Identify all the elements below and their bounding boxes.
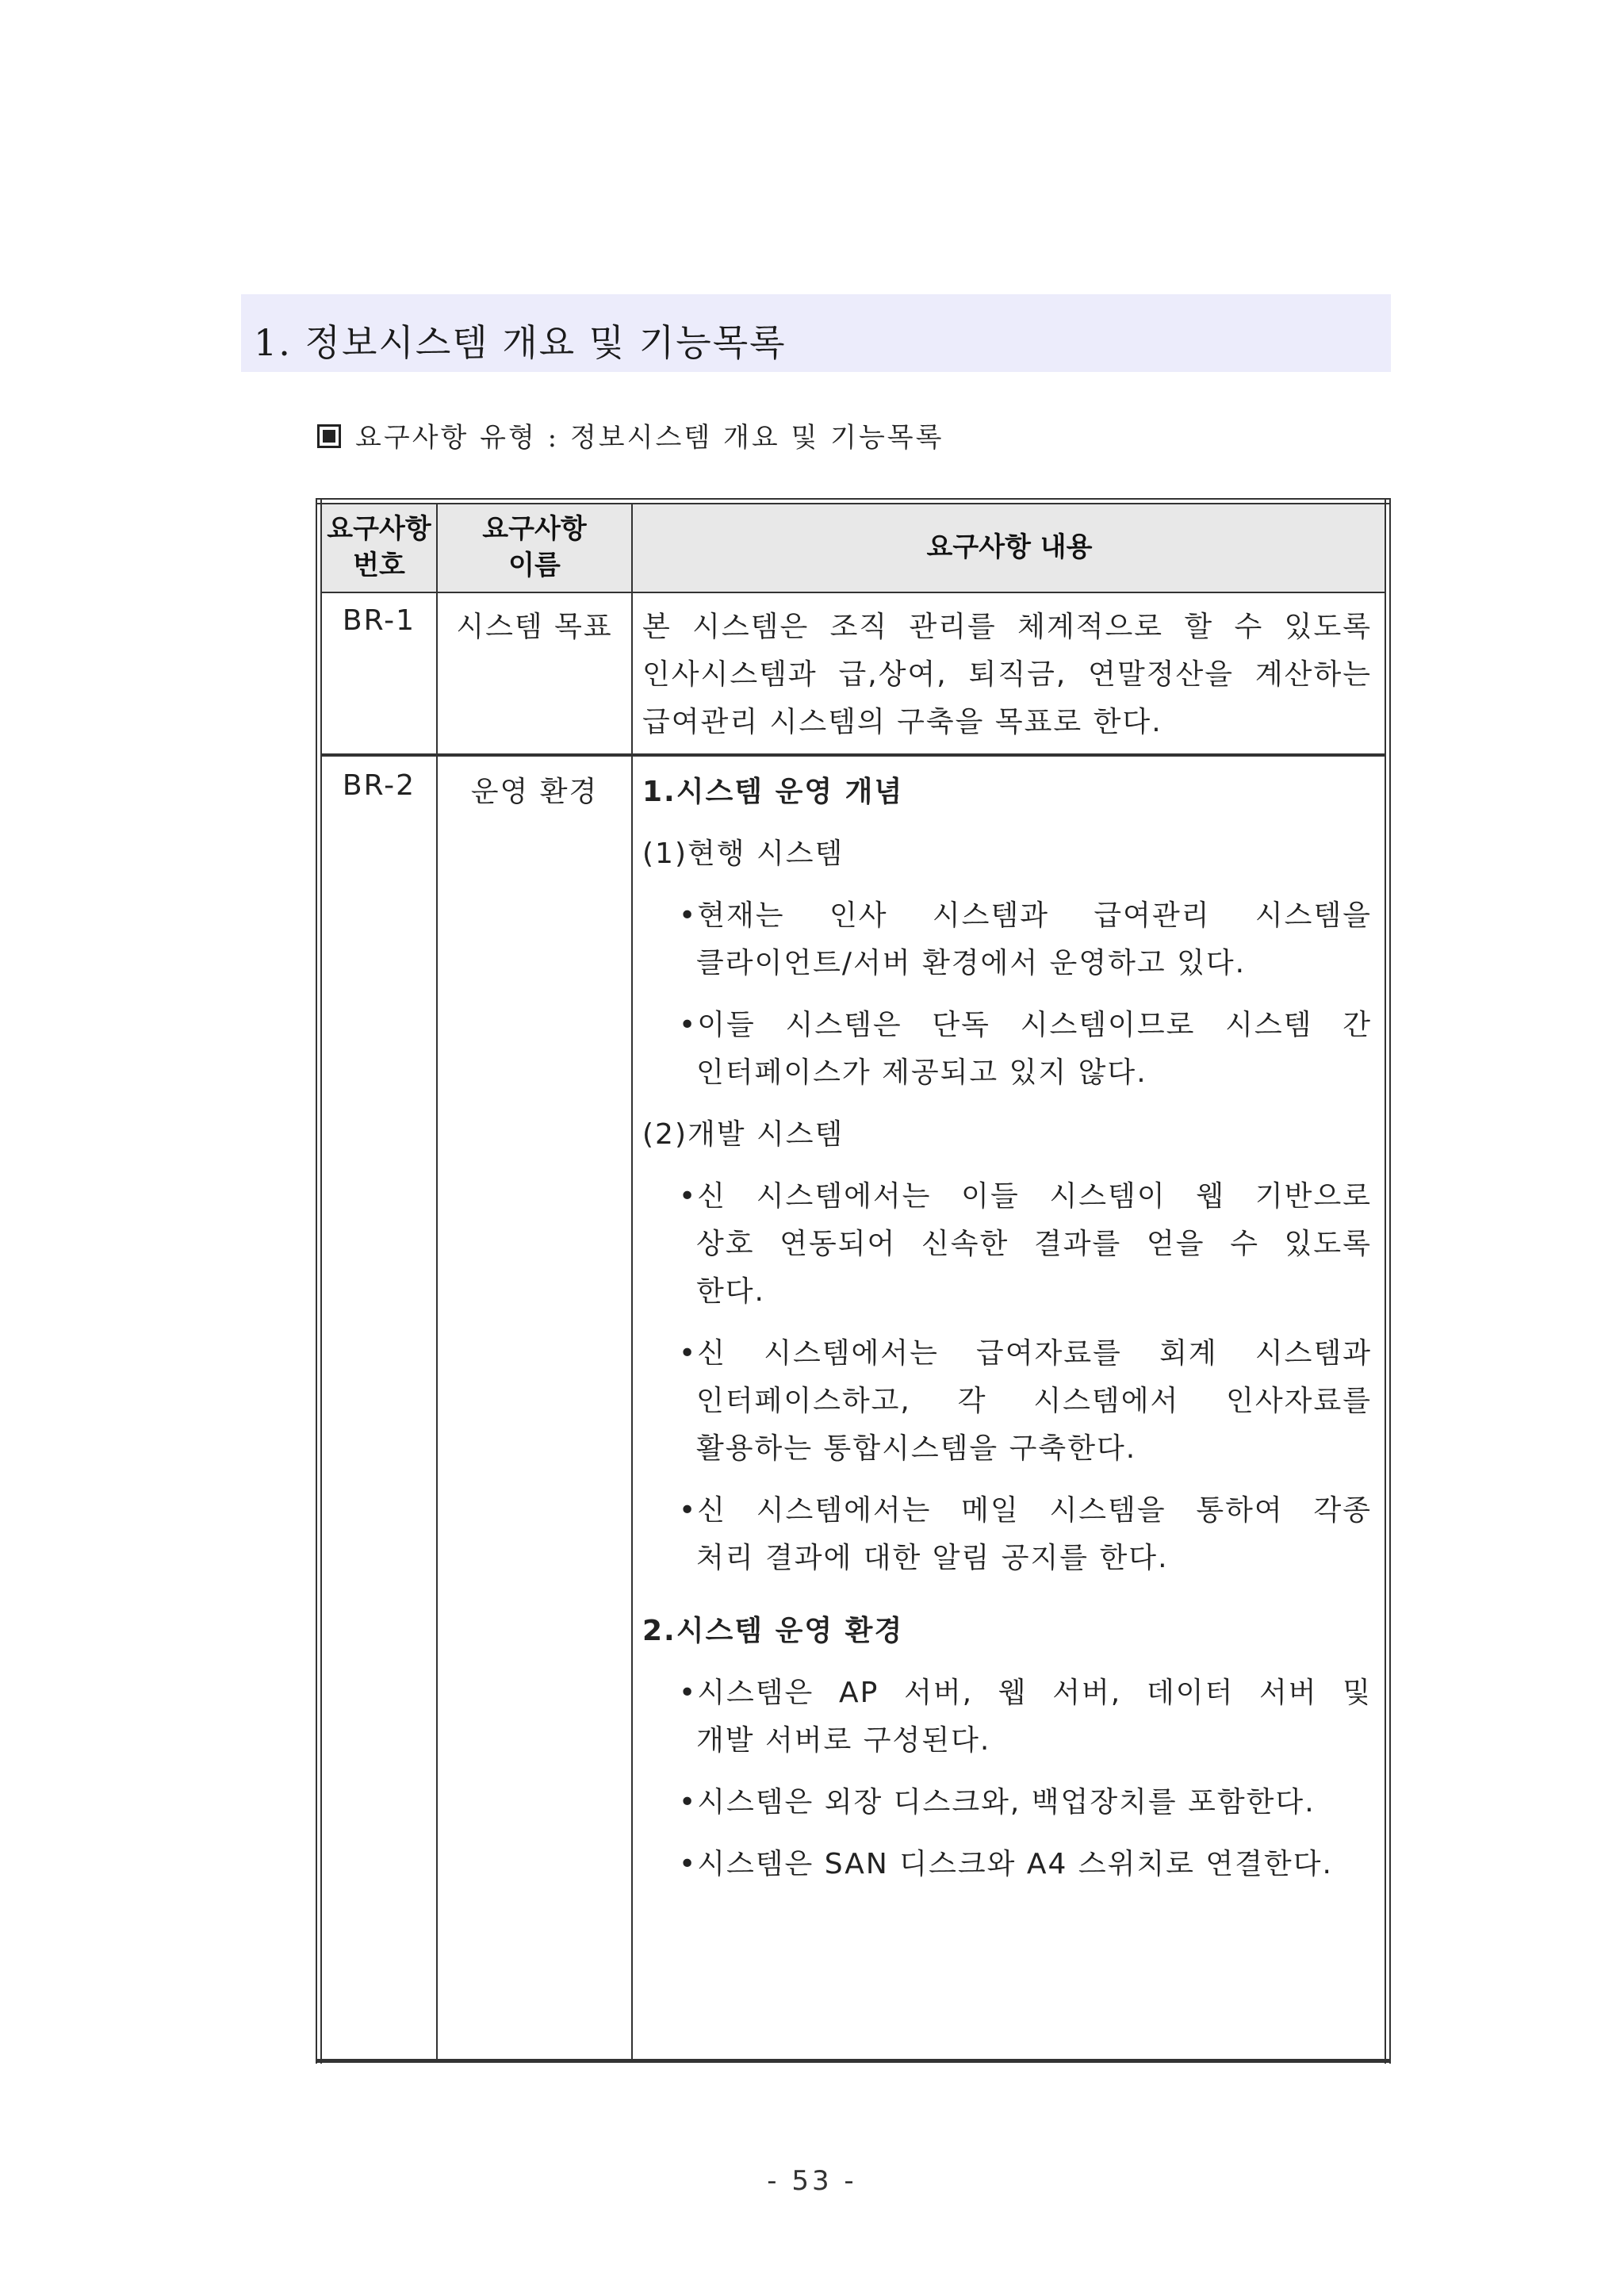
header-name-line2: 이름 (508, 550, 561, 581)
row2-bullet-cont: 상호 연동되어 신속한 결과를 얻을 수 있도록 (696, 1228, 1372, 1260)
header-requirement-id (322, 503, 436, 592)
header-content-label: 요구사항 내용 (926, 531, 1093, 563)
row2-subheading: (1)현행 시스템 (642, 838, 845, 870)
row1-name: 시스템 목표 (456, 611, 613, 643)
header-id-line2: 번호 (353, 550, 405, 581)
page-number: - 53 - (767, 2165, 857, 2197)
row1-line: 인사시스템과 급,상여, 퇴직금, 연말정산을 계산하는 (642, 658, 1372, 691)
row1-line: 본 시스템은 조직 관리를 체계적으로 할 수 있도록 (642, 611, 1372, 643)
row2-bullet: •이들 시스템은 단독 시스템이므로 시스템 간 (679, 1009, 1372, 1041)
table-border-left-inner (320, 498, 322, 2064)
row2-bullet-cont: 처리 결과에 대한 알림 공지를 한다. (696, 1542, 1169, 1574)
requirement-type-line (317, 416, 944, 454)
row2-bullet-cont: 개발 서버로 구성된다. (696, 1724, 991, 1757)
header-name-line1: 요구사항 (482, 513, 587, 545)
row2-bullet: •현재는 인사 시스템과 급여관리 시스템을 (679, 899, 1372, 932)
row2-bullet: •시스템은 SAN 디스크와 A4 스위치로 연결한다. (679, 1848, 1333, 1880)
header-requirement-content (633, 503, 1386, 592)
requirements-table (316, 498, 1391, 2064)
column-divider-1 (436, 503, 438, 2060)
row-divider (320, 753, 1386, 757)
row2-bullet: •신 시스템에서는 이들 시스템이 웹 기반으로 (679, 1180, 1372, 1213)
section-title: 1. 정보시스템 개요 및 기능목록 (254, 321, 787, 364)
header-id-line1: 요구사항 (327, 513, 431, 545)
row2-bullet-cont: 활용하는 통합시스템을 구축한다. (696, 1432, 1137, 1465)
row2-heading: 1.시스템 운영 개념 (642, 776, 904, 808)
row2-bullet: •신 시스템에서는 메일 시스템을 통하여 각종 (679, 1494, 1372, 1527)
header-requirement-name (438, 503, 631, 592)
row2-subheading: (2)개발 시스템 (642, 1118, 845, 1151)
row2-id: BR-2 (342, 769, 416, 802)
row2-bullet: •신 시스템에서는 급여자료를 회계 시스템과 (679, 1337, 1372, 1370)
table-border-right-inner (1385, 498, 1386, 2064)
table-border-left-outer (316, 498, 317, 2064)
row1-line: 급여관리 시스템의 구축을 목표로 한다. (642, 706, 1162, 738)
table-border-top-outer (316, 498, 1391, 500)
table-border-right-outer (1389, 498, 1391, 2064)
filled-square-icon (317, 424, 341, 448)
row2-bullet: •시스템은 AP 서버, 웹 서버, 데이터 서버 및 (679, 1677, 1372, 1709)
row2-bullet-cont: 클라이언트/서버 환경에서 운영하고 있다. (696, 947, 1247, 979)
row2-name: 운영 환경 (470, 776, 599, 808)
row2-heading: 2.시스템 운영 환경 (642, 1615, 904, 1647)
column-divider-2 (631, 503, 633, 2060)
row2-bullet: •시스템은 외장 디스크와, 백업장치를 포함한다. (679, 1786, 1316, 1819)
row2-bullet-cont: 한다. (696, 1275, 765, 1308)
row2-bullet-cont: 인터페이스가 제공되고 있지 않다. (696, 1056, 1147, 1089)
row2-bullet-cont: 인터페이스하고, 각 시스템에서 인사자료를 (696, 1385, 1372, 1417)
row1-id: BR-1 (342, 604, 416, 637)
table-border-bottom (316, 2059, 1391, 2063)
requirement-type-text: 요구사항 유형 : 정보시스템 개요 및 기능목록 (355, 422, 944, 454)
header-divider (320, 592, 1386, 593)
